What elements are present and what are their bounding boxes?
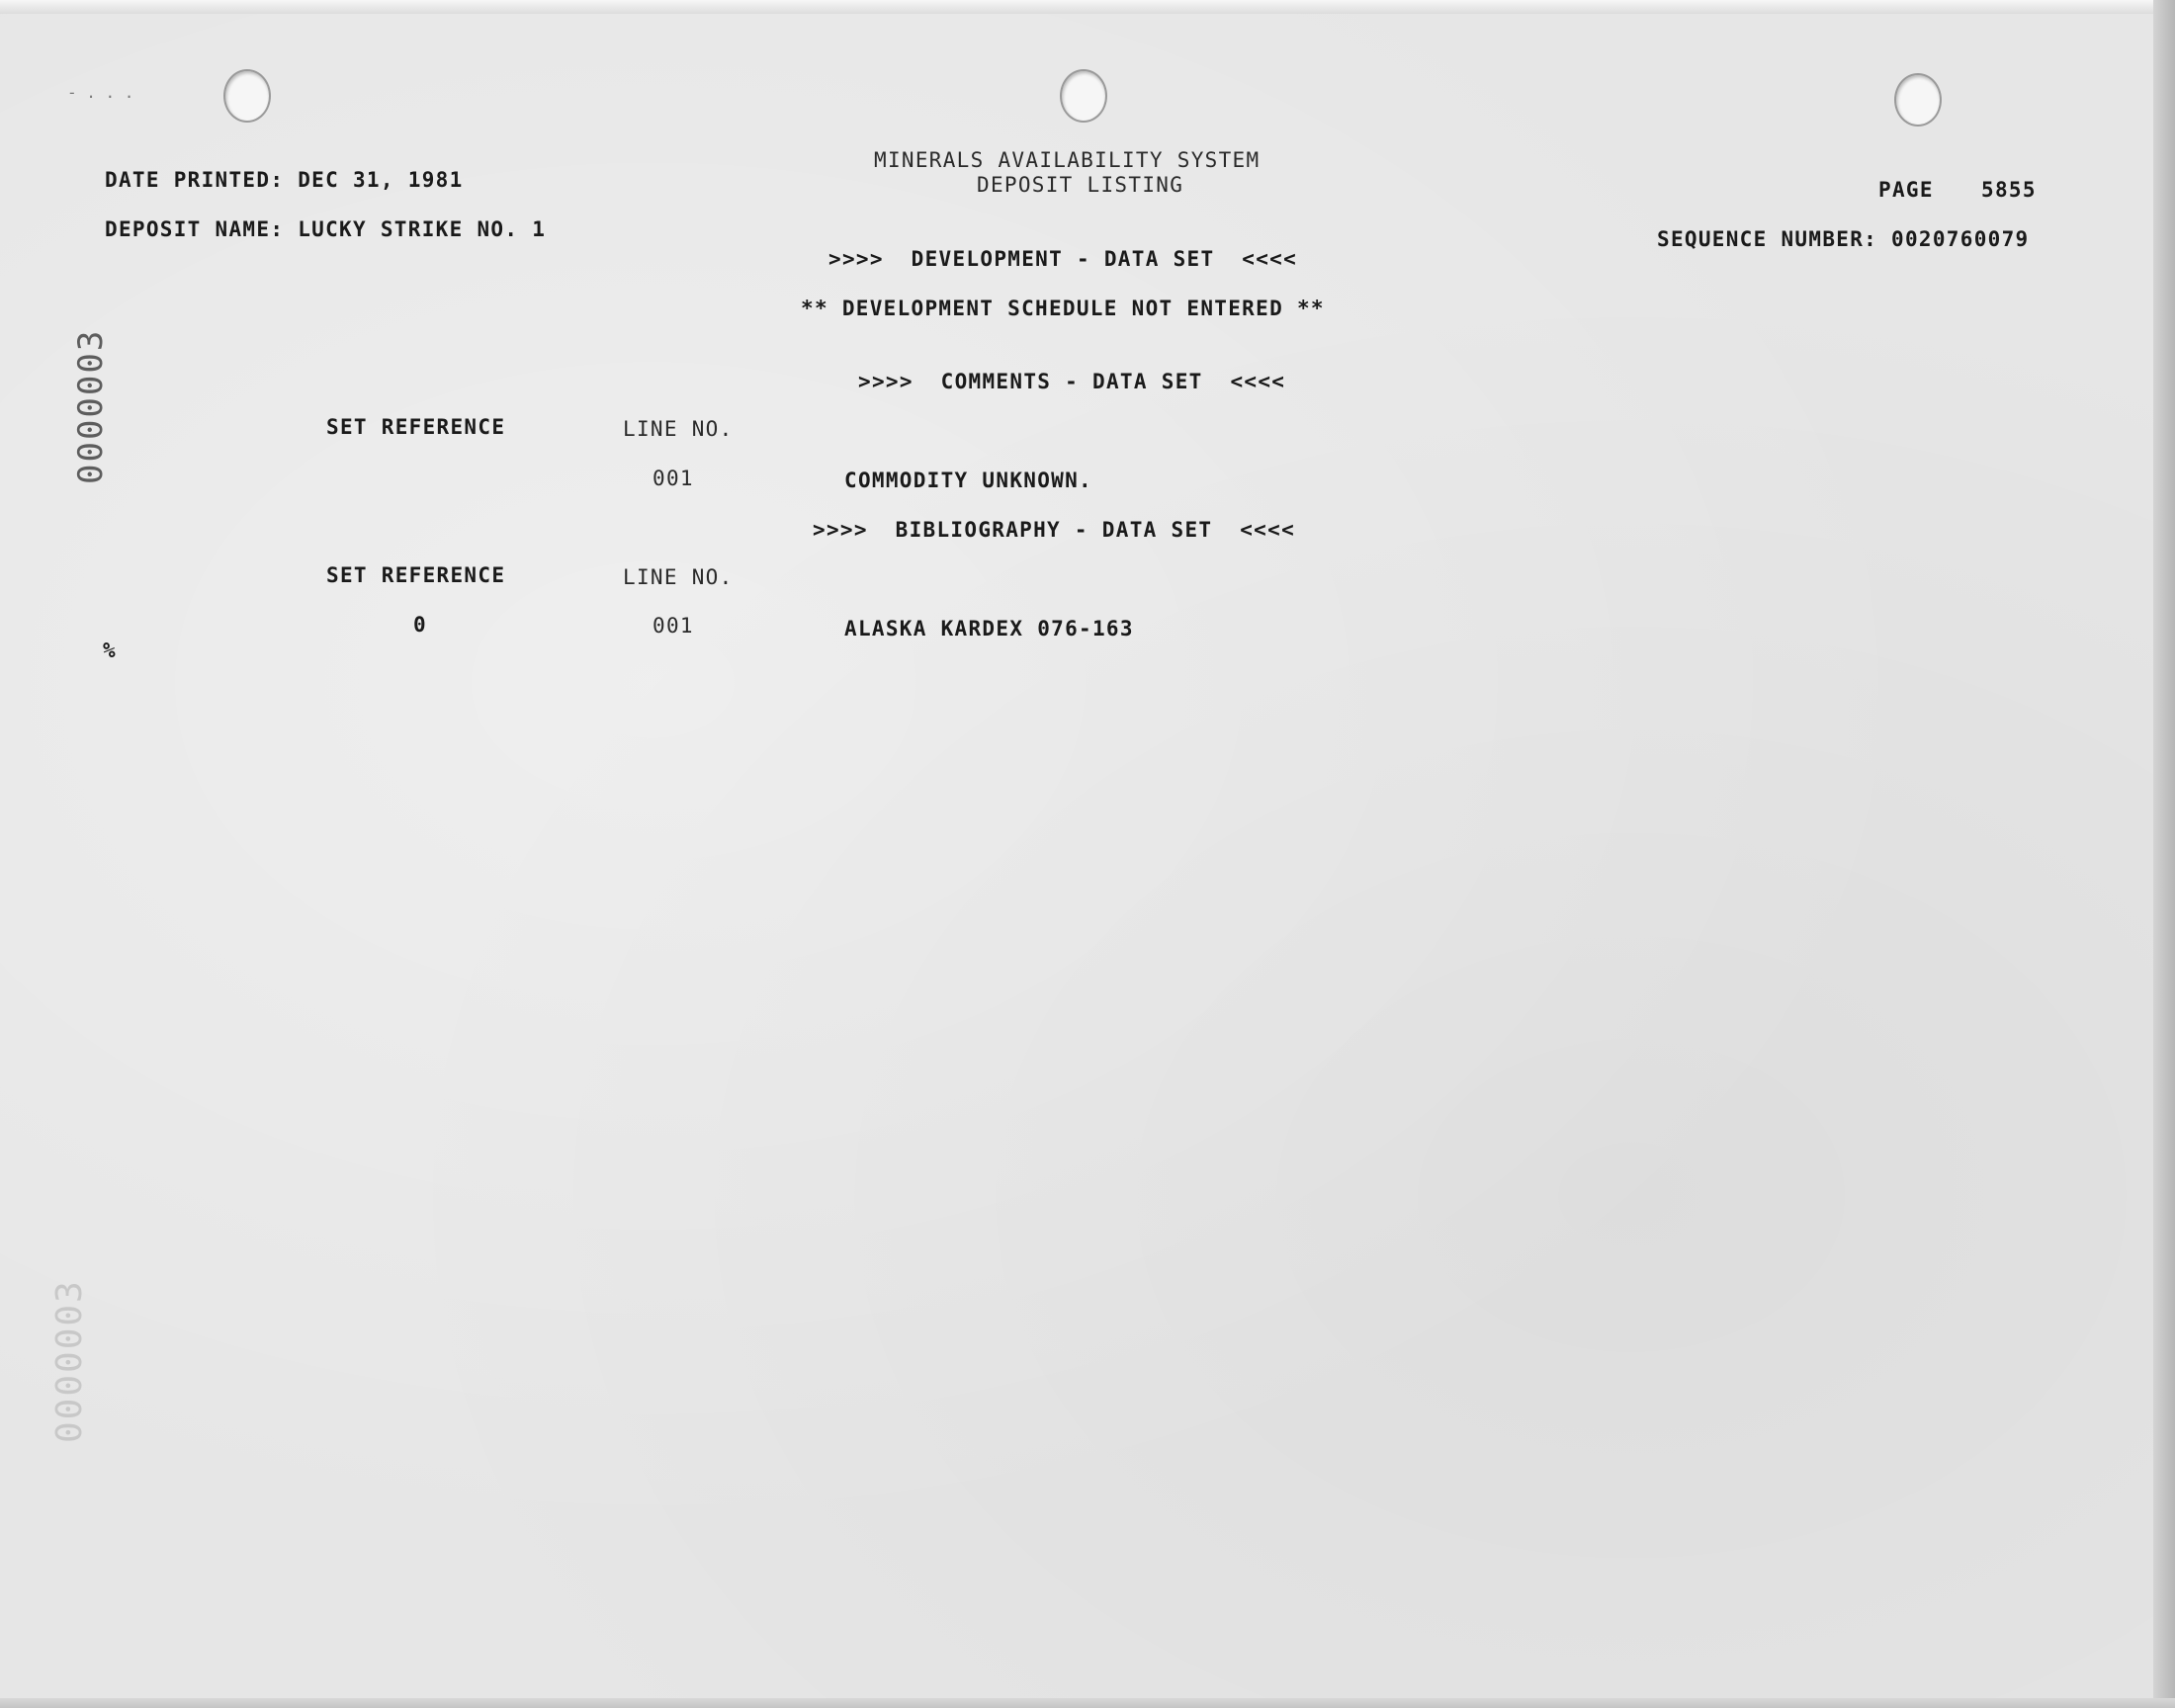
corner-mark: - . . . <box>67 83 134 102</box>
comments-row-text: COMMODITY UNKNOWN. <box>844 469 1092 492</box>
punch-hole-left <box>223 69 271 123</box>
date-printed: DATE PRINTED: DEC 31, 1981 <box>105 168 464 192</box>
system-title: MINERALS AVAILABILITY SYSTEM <box>874 148 1261 172</box>
development-heading: >>>> DEVELOPMENT - DATA SET <<<< <box>828 247 1298 271</box>
ghost-frame-number: 0000003 <box>49 1279 90 1443</box>
punch-hole-center <box>1060 69 1107 123</box>
comments-row-line-no: 001 <box>652 467 694 490</box>
page-number: 5855 <box>1981 178 2037 202</box>
page-right-edge <box>2153 0 2175 1708</box>
sequence-number: SEQUENCE NUMBER: 0020760079 <box>1657 227 2030 251</box>
bibliography-row-line-no: 001 <box>652 614 694 638</box>
bibliography-col-line-no: LINE NO. <box>623 565 734 589</box>
bibliography-row-set-reference: 0 <box>413 613 427 637</box>
page-label: PAGE <box>1878 178 1934 202</box>
frame-number: 0000003 <box>71 328 111 484</box>
development-note: ** DEVELOPMENT SCHEDULE NOT ENTERED ** <box>801 297 1325 320</box>
comments-col-set-reference: SET REFERENCE <box>326 415 506 439</box>
page-bottom-edge <box>0 1698 2175 1708</box>
page-top-edge <box>0 0 2175 14</box>
comments-heading: >>>> COMMENTS - DATA SET <<<< <box>858 370 1286 393</box>
bibliography-col-set-reference: SET REFERENCE <box>326 563 506 587</box>
percent-mark: % <box>103 639 117 662</box>
punch-hole-right <box>1894 73 1942 127</box>
comments-col-line-no: LINE NO. <box>623 417 734 441</box>
deposit-name: DEPOSIT NAME: LUCKY STRIKE NO. 1 <box>105 217 547 241</box>
bibliography-heading: >>>> BIBLIOGRAPHY - DATA SET <<<< <box>813 518 1296 542</box>
bibliography-row-text: ALASKA KARDEX 076-163 <box>844 617 1134 640</box>
listing-title: DEPOSIT LISTING <box>977 173 1184 197</box>
